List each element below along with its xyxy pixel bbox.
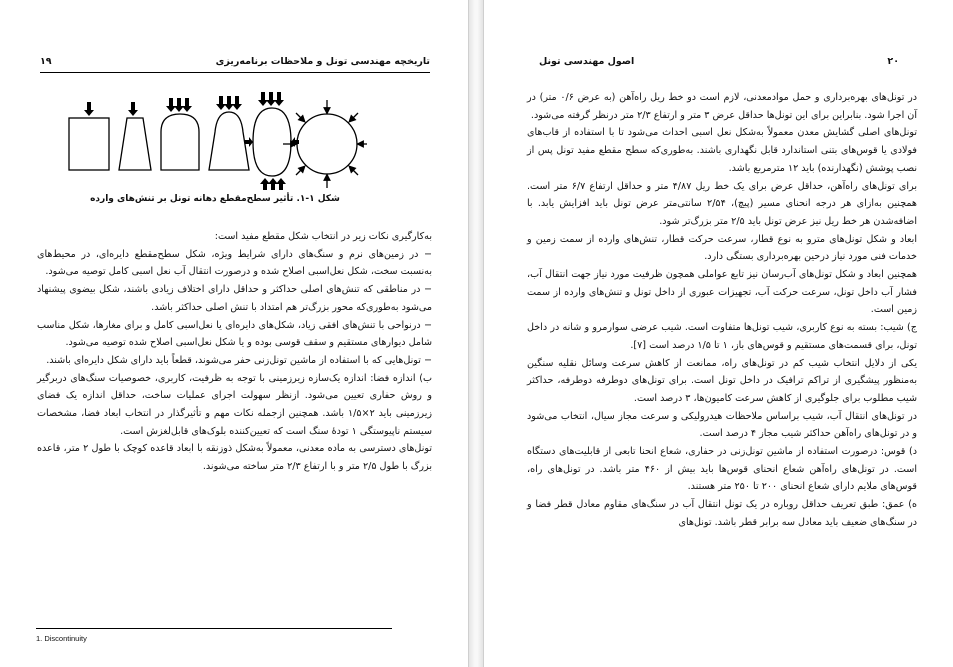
- right-page-number: ۲۰: [887, 56, 899, 67]
- right-header-title: اصول مهندسی تونل: [539, 56, 635, 67]
- paragraph: همچنین ابعاد و شکل تونل‌های آب‌رسان نیز تابع عواملی همچون ظرفیت مورد نیاز جهت انتقال آب، فشار آب داخل تونل، سرعت حرکت آب، تجهیزات عبوری از داخل تونل و تنش‌های وارده از سمت زمین است.: [527, 269, 917, 316]
- paragraph: در تونل‌های انتقال آب، شیب براساس ملاحظات هیدرولیکی و سرعت مجاز سیال، انتخاب می‌شود و در تونل‌های راه‌آهن حداکثر شیب مجاز ۴ درصد است.: [527, 410, 917, 440]
- figure-caption: شکل ۱-۱. تأثیر سطح‌مقطع دهانه تونل بر تنش‌های وارده: [90, 194, 340, 204]
- footnote-divider: [36, 628, 392, 629]
- circle-section: [297, 114, 357, 174]
- tunnel-shapes-figure: [57, 90, 367, 192]
- horseshoe-section: [209, 112, 249, 170]
- paragraph: در تونل‌های بهره‌برداری و حمل موادمعدنی، لازم است دو خط ریل راه‌آهن (به عرض ۰/۶ متر) در آن اجرا شود. بنابراین برای این تونل‌ها حداقل عرض ۳ متر و ارتفاع ۲/۳ متر درنظر گرفته می‌شود.: [527, 92, 917, 121]
- right-page-header: [539, 54, 899, 72]
- paragraph: ه) عمق: طبق تعریف حداقل روباره در یک تونل انتقال آب در سنگ‌های مقاوم معادل قطر فضا و در سنگ‌های ضعیف باید معادل سه برابر قطر باشد. تونل‌های: [527, 499, 917, 528]
- paragraph: برای تونل‌های راه‌آهن، حداقل عرض برای یک خط ریل ۴/۸۷ متر و حداقل ارتفاع ۶/۷ متر است. همچنین به‌ازای هر درجه انحنای مسیر (پیچ)، ۲/۵۴ سانتی‌متر عرض تونل باید افزایش یابد. با اضافه‌شدن هر خط ریل نیز عرض تونل باید ۲/۵ متر بزرگ‌تر شود.: [527, 180, 917, 227]
- oval-section: [253, 108, 291, 176]
- paragraph: ب) اندازه فضا: اندازه یک‌سازه زیرزمینی با توجه به ظرفیت، کاربری، خصوصیات سنگ‌های دربرگیر و روش حفاری تعیین می‌شود. ازنظر سهولت اجرای عملیات ساخت، حداقل اندازه یک فضای زیرزمینی باید ۲×۱/۵ باشد. همچنین ازجمله نکات مهم و تأثیرگذار در انتخاب ابعاد فضا، مشخصات سیستم ناپیوستگی ۱ تودهٔ سنگ است که تعیین‌کننده بلوک‌های قابل‌لغزش است.: [37, 372, 433, 437]
- paragraph: − در مناطقی که تنش‌های اصلی حداکثر و حداقل دارای اختلاف زیادی باشند، شکل بیضوی پیشنهاد می‌شود به‌طوری‌که محور بزرگ‌تر هم امتداد با تنش اصلی حداکثر باشد.: [37, 284, 432, 313]
- left-header-title: تاریخچه مهندسی تونل و ملاحظات برنامه‌ریزی: [215, 56, 430, 67]
- trapezoid-section: [119, 118, 151, 170]
- left-page-number: ۱۹: [40, 56, 52, 67]
- footnote: 1. Discontinuity: [36, 634, 87, 643]
- paragraph: تونل‌های اصلی گشایش معدن معمولاً به‌شکل نعل اسبی احداث می‌شود تا با استفاده از قاب‌های فولادی یا قوس‌های بتنی استاندارد قابل نگهداری باشند. به‌طوری‌که سطح مقطع مفید تونل پس از نصب پوشش (نگهدارنده) باید ۱۲ مترمربع باشد.: [527, 127, 917, 174]
- left-page-body: [37, 228, 432, 476]
- square-section: [69, 118, 109, 170]
- paragraph: تونل‌های دسترسی به ماده معدنی، معمولاً به‌شکل ذوزنقه با ابعاد قاعده کوچک با طول ۲ متر، قاعده بزرگ با طول ۲/۵ متر و با ارتفاع ۲/۳ متر ساخته می‌شوند.: [37, 443, 432, 473]
- paragraph: − درنواحی با تنش‌های افقی زیاد، شکل‌های دایره‌ای یا نعل‌اسبی کامل و برای مغارها، شکل مناسب شامل دیوارهای مستقیم و سقف قوسی بوده و یا شکل نعل‌اسبی اصلاح شده توصیه می‌شود.: [37, 319, 432, 349]
- left-page: [0, 0, 468, 667]
- paragraph: یکی از دلایل انتخاب شیب کم در تونل‌های راه، ممانعت از کاهش سرعت وسائل نقلیه سنگین به‌منظور پیشگیری از تراکم ترافیک در داخل تونل است. برای تونل‌های دوطرفه دوطرفه، حداکثر شیب مطلوب برای جلوگیری از کاهش سرعت کامیون‌ها، ۳ درصد است.: [527, 357, 917, 404]
- paragraph: به‌کارگیری نکات زیر در انتخاب شکل مقطع مفید است:: [214, 231, 432, 242]
- paragraph: − تونل‌هایی که با استفاده از ماشین تونل‌زنی حفر می‌شوند، قطعاً باید دارای شکل دایره‌ای باشند.: [46, 354, 432, 366]
- paragraph: د) قوس: درصورت استفاده از ماشین تونل‌زنی در حفاری، شعاع انحنا تابعی از قابلیت‌های دستگاه است. در تونل‌های راه‌آهن شعاع انحنای قوس‌ها باید بیش از ۴۶۰ متر باشد. در تونل‌های راه، قوس‌های ملایم دارای شعاع انحنای ۲۰۰ تا ۲۵۰ متر هستند.: [527, 446, 917, 493]
- right-page-body: [527, 89, 917, 532]
- left-page-header: [40, 54, 430, 73]
- right-page: [484, 0, 953, 667]
- paragraph: − در زمین‌های نرم و سنگ‌های دارای شرایط ویژه، شکل سطح‌مقطع دایره‌ای، در محیط‌های به‌نسبت سخت، شکل نعل‌اسبی اصلاح شده و درصورت انتقال آب نعل اسبی کامل توصیه می‌شود.: [37, 248, 432, 278]
- paragraph: ج) شیب: بسته به نوع کاربری، شیب تونل‌ها متفاوت است. شیب عرضی سوارمرو و شانه در داخل تونل، برای قسمت‌های مستقیم و قوس‌های باز، ۱ تا ۱/۵ درصد است [۷].: [527, 322, 917, 351]
- arched-section: [161, 114, 199, 170]
- paragraph: ابعاد و شکل تونل‌های مترو به نوع قطار، سرعت حرکت قطار، تنش‌های وارده از سمت زمین و خدمات فنی مورد نیاز درحین بهره‌برداری بستگی دارد.: [527, 233, 917, 263]
- book-spine: [468, 0, 484, 667]
